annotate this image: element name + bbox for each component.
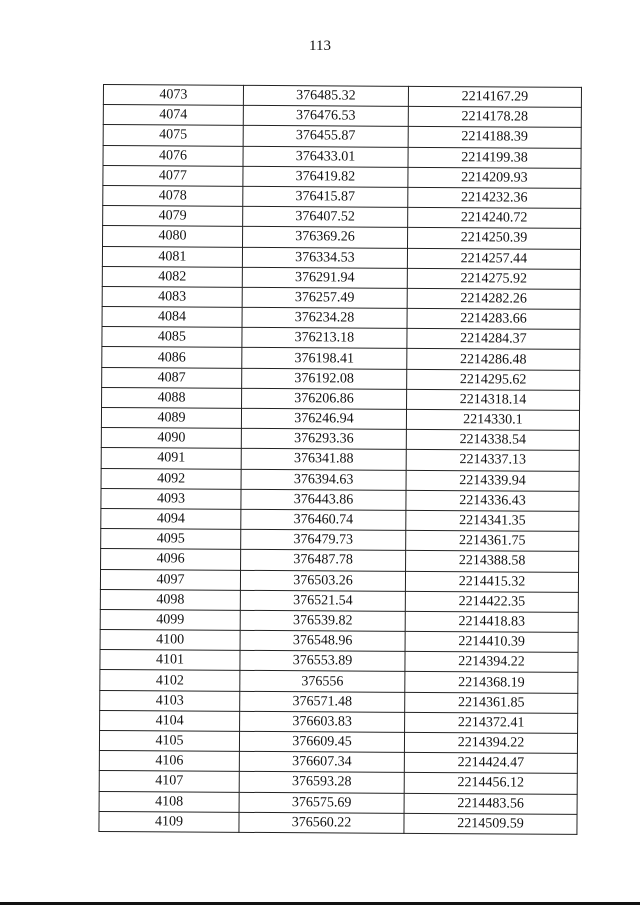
x-coordinate-cell: 376293.36 xyxy=(241,429,406,450)
y-coordinate-cell: 2214418.83 xyxy=(405,611,578,632)
y-coordinate-cell: 2214336.43 xyxy=(406,490,579,511)
point-number-cell: 4083 xyxy=(102,286,242,307)
y-coordinate-cell: 2214388.58 xyxy=(406,551,579,572)
x-coordinate-cell: 376560.22 xyxy=(239,812,404,833)
x-coordinate-cell: 376487.78 xyxy=(241,550,406,571)
table-row xyxy=(101,508,579,531)
table-row xyxy=(102,266,580,289)
y-coordinate-cell: 2214368.19 xyxy=(405,672,578,693)
table-row xyxy=(100,589,578,612)
point-number-cell: 4105 xyxy=(99,730,239,751)
table-row xyxy=(99,811,577,834)
y-coordinate-cell: 2214209.93 xyxy=(408,167,581,188)
table-row xyxy=(102,246,580,269)
x-coordinate-cell: 376206.86 xyxy=(242,388,407,409)
table-row xyxy=(100,630,578,653)
point-number-cell: 4104 xyxy=(100,710,240,731)
table-row xyxy=(103,165,581,188)
table-row xyxy=(101,529,579,552)
x-coordinate-cell: 376571.48 xyxy=(240,691,405,712)
table-row xyxy=(99,771,577,794)
x-coordinate-cell: 376341.88 xyxy=(241,449,406,470)
x-coordinate-cell: 376198.41 xyxy=(242,348,407,369)
x-coordinate-cell: 376291.94 xyxy=(242,267,407,288)
x-coordinate-cell: 376539.82 xyxy=(240,610,405,631)
y-coordinate-cell: 2214415.32 xyxy=(405,571,578,592)
point-number-cell: 4075 xyxy=(103,125,243,146)
table-row xyxy=(101,549,579,572)
table-row xyxy=(101,407,579,430)
table-row xyxy=(102,327,580,350)
y-coordinate-cell: 2214394.22 xyxy=(404,732,577,753)
table-row xyxy=(103,185,581,208)
point-number-cell: 4099 xyxy=(100,609,240,630)
y-coordinate-cell: 2214275.92 xyxy=(407,268,580,289)
point-number-cell: 4092 xyxy=(101,468,241,489)
table-row xyxy=(103,105,581,128)
point-number-cell: 4106 xyxy=(99,751,239,772)
x-coordinate-cell: 376419.82 xyxy=(243,166,408,187)
point-number-cell: 4097 xyxy=(100,569,240,590)
y-coordinate-cell: 2214456.12 xyxy=(404,773,577,794)
y-coordinate-cell: 2214295.62 xyxy=(407,369,580,390)
y-coordinate-cell: 2214188.39 xyxy=(408,127,581,148)
page-number: 113 xyxy=(309,38,331,54)
table-row xyxy=(103,85,581,108)
y-coordinate-cell: 2214483.56 xyxy=(404,793,577,814)
x-coordinate-cell: 376603.83 xyxy=(240,711,405,732)
y-coordinate-cell: 2214284.37 xyxy=(407,329,580,350)
point-number-cell: 4090 xyxy=(101,428,241,449)
table-row xyxy=(102,286,580,309)
y-coordinate-cell: 2214338.54 xyxy=(406,430,579,451)
point-number-cell: 4084 xyxy=(102,307,242,328)
x-coordinate-cell: 376485.32 xyxy=(243,85,408,106)
table-row xyxy=(102,347,580,370)
x-coordinate-cell: 376407.52 xyxy=(243,206,408,227)
point-number-cell: 4077 xyxy=(103,165,243,186)
x-coordinate-cell: 376455.87 xyxy=(243,126,408,147)
y-coordinate-cell: 2214283.66 xyxy=(407,308,580,329)
x-coordinate-cell: 376479.73 xyxy=(241,529,406,550)
point-number-cell: 4088 xyxy=(102,387,242,408)
point-number-cell: 4079 xyxy=(103,206,243,227)
point-number-cell: 4076 xyxy=(103,145,243,166)
table-row xyxy=(103,145,581,168)
x-coordinate-cell: 376609.45 xyxy=(239,731,404,752)
y-coordinate-cell: 2214424.47 xyxy=(404,753,577,774)
table-row xyxy=(102,307,580,330)
point-number-cell: 4074 xyxy=(103,105,243,126)
x-coordinate-cell: 376553.89 xyxy=(240,651,405,672)
table-row xyxy=(99,751,577,774)
y-coordinate-cell: 2214330.1 xyxy=(406,409,579,430)
coordinates-table xyxy=(98,84,582,835)
y-coordinate-cell: 2214361.85 xyxy=(405,692,578,713)
y-coordinate-cell: 2214282.26 xyxy=(407,288,580,309)
point-number-cell: 4096 xyxy=(101,549,241,570)
point-number-cell: 4093 xyxy=(101,488,241,509)
x-coordinate-cell: 376460.74 xyxy=(241,509,406,530)
y-coordinate-cell: 2214318.14 xyxy=(407,389,580,410)
y-coordinate-cell: 2214509.59 xyxy=(404,813,577,834)
y-coordinate-cell: 2214339.94 xyxy=(406,470,579,491)
y-coordinate-cell: 2214286.48 xyxy=(407,349,580,370)
coordinates-table-body xyxy=(99,85,582,835)
point-number-cell: 4078 xyxy=(103,185,243,206)
y-coordinate-cell: 2214422.35 xyxy=(405,591,578,612)
x-coordinate-cell: 376521.54 xyxy=(240,590,405,611)
x-coordinate-cell: 376607.34 xyxy=(239,752,404,773)
table-row xyxy=(99,730,577,753)
x-coordinate-cell: 376593.28 xyxy=(239,772,404,793)
y-coordinate-cell: 2214232.36 xyxy=(408,187,581,208)
y-coordinate-cell: 2214394.22 xyxy=(405,652,578,673)
y-coordinate-cell: 2214167.29 xyxy=(408,86,581,107)
point-number-cell: 4107 xyxy=(99,771,239,792)
y-coordinate-cell: 2214341.35 xyxy=(406,510,579,531)
table-row xyxy=(101,488,579,511)
table-row xyxy=(101,448,579,471)
y-coordinate-cell: 2214410.39 xyxy=(405,631,578,652)
point-number-cell: 4089 xyxy=(101,407,241,428)
x-coordinate-cell: 376433.01 xyxy=(243,146,408,167)
point-number-cell: 4081 xyxy=(102,246,242,267)
x-coordinate-cell: 376415.87 xyxy=(243,186,408,207)
x-coordinate-cell: 376369.26 xyxy=(243,227,408,248)
y-coordinate-cell: 2214240.72 xyxy=(408,207,581,228)
table-row xyxy=(100,670,578,693)
point-number-cell: 4095 xyxy=(101,529,241,550)
y-coordinate-cell: 2214199.38 xyxy=(408,147,581,168)
x-coordinate-cell: 376443.86 xyxy=(241,489,406,510)
y-coordinate-cell: 2214178.28 xyxy=(408,107,581,128)
table-row xyxy=(100,690,578,713)
x-coordinate-cell: 376234.28 xyxy=(242,307,407,328)
point-number-cell: 4109 xyxy=(99,811,239,832)
y-coordinate-cell: 2214250.39 xyxy=(408,228,581,249)
x-coordinate-cell: 376575.69 xyxy=(239,792,404,813)
table-row xyxy=(100,710,578,733)
point-number-cell: 4087 xyxy=(102,367,242,388)
point-number-cell: 4098 xyxy=(100,589,240,610)
x-coordinate-cell: 376192.08 xyxy=(242,368,407,389)
point-number-cell: 4086 xyxy=(102,347,242,368)
table-row xyxy=(102,387,580,410)
point-number-cell: 4101 xyxy=(100,650,240,671)
table-row xyxy=(100,650,578,673)
point-number-cell: 4091 xyxy=(101,448,241,469)
point-number-cell: 4108 xyxy=(99,791,239,812)
x-coordinate-cell: 376548.96 xyxy=(240,630,405,651)
table-row xyxy=(100,569,578,592)
x-coordinate-cell: 376556 xyxy=(240,671,405,692)
table-row xyxy=(103,125,581,148)
y-coordinate-cell: 2214372.41 xyxy=(405,712,578,733)
point-number-cell: 4100 xyxy=(100,630,240,651)
point-number-cell: 4094 xyxy=(101,508,241,529)
table-row xyxy=(103,206,581,229)
table-row xyxy=(103,226,581,249)
table-row xyxy=(100,609,578,632)
x-coordinate-cell: 376257.49 xyxy=(242,287,407,308)
y-coordinate-cell: 2214361.75 xyxy=(406,530,579,551)
x-coordinate-cell: 376334.53 xyxy=(242,247,407,268)
table-row xyxy=(101,428,579,451)
x-coordinate-cell: 376213.18 xyxy=(242,328,407,349)
table-row xyxy=(99,791,577,814)
point-number-cell: 4085 xyxy=(102,327,242,348)
table-row xyxy=(101,468,579,491)
point-number-cell: 4082 xyxy=(102,266,242,287)
y-coordinate-cell: 2214337.13 xyxy=(406,450,579,471)
x-coordinate-cell: 376476.53 xyxy=(243,106,408,127)
x-coordinate-cell: 376394.63 xyxy=(241,469,406,490)
table-row xyxy=(102,367,580,390)
x-coordinate-cell: 376503.26 xyxy=(240,570,405,591)
x-coordinate-cell: 376246.94 xyxy=(241,408,406,429)
point-number-cell: 4103 xyxy=(100,690,240,711)
point-number-cell: 4102 xyxy=(100,670,240,691)
point-number-cell: 4080 xyxy=(103,226,243,247)
point-number-cell: 4073 xyxy=(103,85,243,106)
y-coordinate-cell: 2214257.44 xyxy=(407,248,580,269)
